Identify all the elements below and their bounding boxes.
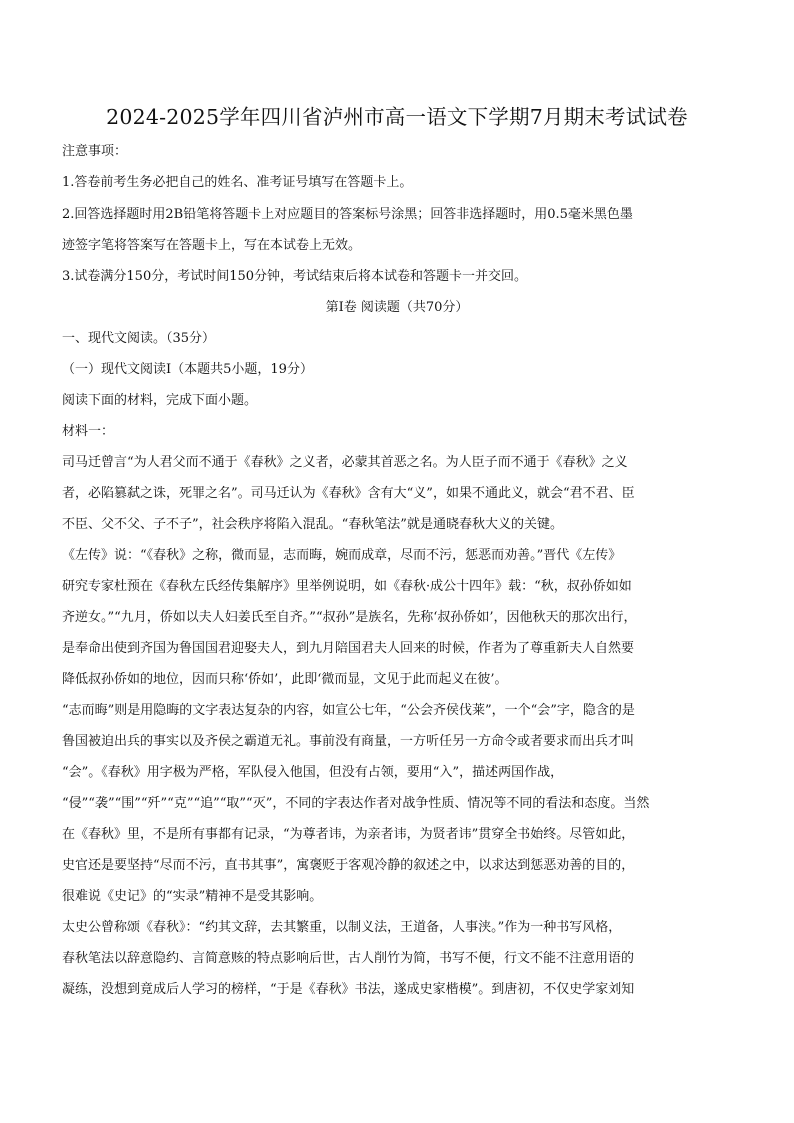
- body-line: 春秋笔法以辞意隐约、言简意赅的特点影响后世，古人削竹为简，书写不便，行文不能不注意用语的: [62, 951, 635, 966]
- body-line: 司马迁曾言“为人君父而不通于《春秋》之义者，必蒙其首恶之名。为人臣子而不通于《春秋》之义: [62, 455, 628, 470]
- reading-instruction: 阅读下面的材料，完成下面小题。: [62, 393, 258, 408]
- body-line: 太史公曾称颂《春秋》：“约其文辞，去其繁重，以制义法，王道备，人事浃。”作为一种书写风格，: [62, 920, 622, 935]
- body-line: 《左传》说：“《春秋》之称，微而显，志而晦，婉而成章，尽而不污，惩恶而劝善。”晋代《左传》: [62, 548, 622, 563]
- section-subheading: （一）现代文阅读Ⅰ（本题共5小题，19分）: [62, 362, 313, 377]
- notice-item: 3.试卷满分150分，考试时间150分钟，考试结束后将本试卷和答题卡一并交回。: [62, 269, 528, 284]
- body-line: 在《春秋》里，不是所有事都有记录，“为尊者讳，为亲者讳，为贤者讳”贯穿全书始终。尽管如此，: [62, 827, 635, 842]
- body-line: 是奉命出使到齐国为鲁国国君迎娶夫人，到九月陪国君夫人回来的时候，作者为了尊重新夫人自然要: [62, 641, 635, 656]
- body-line: 鲁国被迫出兵的事实以及齐侯之霸道无礼。事前没有商量，一方听任另一方命令或者要求而出兵才叫: [62, 734, 635, 749]
- body-line: 降低叔孙侨如的地位，因而只称‘侨如’，此即‘微而显，文见于此而起义在彼’。: [62, 672, 508, 687]
- notice-heading: 注意事项：: [62, 144, 128, 159]
- notice-item: 1.答卷前考生务必把自己的姓名、准考证号填写在答题卡上。: [62, 175, 413, 190]
- section-heading: 一、现代文阅读。（35分）: [62, 331, 216, 346]
- body-line: 凝练，没想到竟成后人学习的榜样，“于是《春秋》书法，遂成史家楷模”。到唐初，不仅史学家刘知: [62, 982, 635, 997]
- notice-item: 迹签字笔将答案写在答题卡上，写在本试卷上无效。: [62, 238, 362, 253]
- body-line: 不臣、父不父、子不子”，社会秩序将陷入混乱。“春秋笔法”就是通晓春秋大义的关键。: [62, 517, 563, 532]
- body-line: 很难说《史记》的“实录”精神不是受其影响。: [62, 889, 323, 904]
- body-line: “会”。《春秋》用字极为严格，军队侵入他国，但没有占领，要用“入”，描述两国作战，: [62, 765, 564, 780]
- body-line: 研究专家杜预在《春秋左氏经传集解序》里举例说明，如《春秋·成公十四年》载：“秋，叔孙侨如如: [62, 579, 632, 594]
- notice-item: 2.回答选择题时用2B铅笔将答题卡上对应题目的答案标号涂黑；回答非选择题时，用0.5毫米黑色墨: [62, 207, 633, 222]
- body-line: 齐逆女。”“九月，侨如以夫人妇姜氏至自齐。”“叔孙”是族名，先称‘叔孙侨如’，因他秋天的那次出行，: [62, 610, 637, 625]
- body-line: 史官还是要坚持“尽而不污，直书其事”，寓褒贬于客观冷静的叙述之中，以求达到惩恶劝善的目的，: [62, 858, 635, 873]
- volume-title: 第Ⅰ卷 阅读题（共70分）: [325, 300, 469, 315]
- material-label: 材料一：: [62, 424, 115, 439]
- exam-title: 2024-2025学年四川省泸州市高一语文下学期7月期末考试试卷: [106, 105, 688, 129]
- body-line: “志而晦”则是用隐晦的文字表达复杂的内容，如宣公七年，“公会齐侯伐莱”，一个“会”字，隐含的是: [62, 703, 635, 718]
- body-line: 者，必陷篡弑之诛，死罪之名”。司马迁认为《春秋》含有大“义”，如果不通此义，就会“君不君、臣: [62, 486, 635, 501]
- body-line: “侵”“袭”“围”“歼”“克”“追”“取”“灭”，不同的字表达作者对战争性质、情况等不同的看法和态度。当然: [62, 796, 650, 811]
